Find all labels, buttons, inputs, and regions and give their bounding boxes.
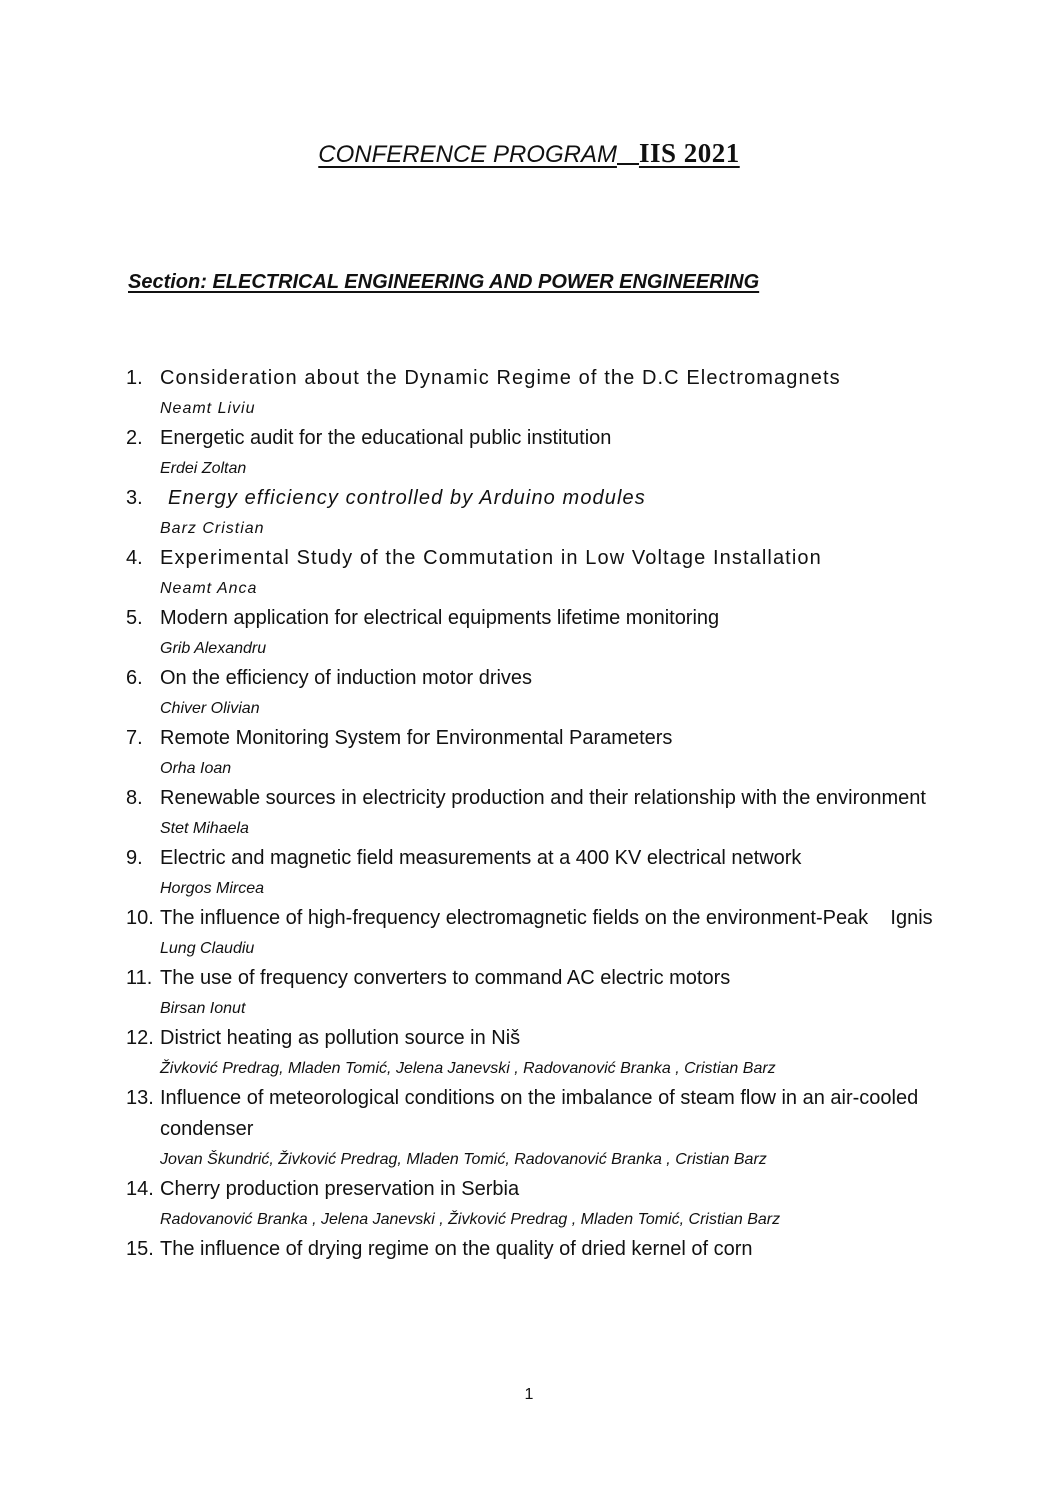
list-item [126,603,946,663]
item-number: 12. [126,1027,154,1049]
item-number: 3. [126,487,143,509]
paper-title: The use of frequency converters to command AC electric motors [160,967,731,989]
paper-title: Renewable sources in electricity production and their relationship with the environment [160,787,926,809]
paper-authors: Neamt Liviu [160,400,256,417]
item-number: 13. [126,1087,154,1109]
paper-authors: Chiver Olivian [160,700,260,717]
paper-authors: Barz Cristian [160,520,265,537]
list-item [126,1023,946,1083]
page-number: 1 [524,1386,534,1403]
item-number: 11. [126,967,153,989]
list-item [126,1083,946,1174]
item-number: 9. [126,847,143,869]
paper-title: District heating as pollution source in Niš [160,1027,521,1049]
paper-title: Modern application for electrical equipments lifetime monitoring [160,607,720,629]
item-number: 15. [126,1238,154,1260]
paper-authors: Jovan Škundrić, Živković Predrag, Mladen Tomić, Radovanović Branka , Cristian Barz [160,1151,767,1168]
list-item [126,963,946,1023]
list-item [126,663,946,723]
list-item [126,1174,946,1234]
paper-title: Cherry production preservation in Serbia [160,1178,520,1200]
list-item [126,783,946,843]
paper-title: On the efficiency of induction motor drives [160,667,533,689]
list-item [126,423,946,483]
item-number: 6. [126,667,143,689]
title-event-name: IIS 2021 [638,138,740,168]
program-list [126,363,946,1265]
item-number: 1. [126,367,143,389]
list-item [126,723,946,783]
paper-title: Electric and magnetic field measurements at a 400 KV electrical network [160,847,802,869]
paper-title: The influence of high-frequency electromagnetic fields on the environment-Peak Ignis [160,907,933,929]
paper-authors: Birsan Ionut [160,1000,246,1017]
list-item [126,483,946,543]
paper-authors: Živković Predrag, Mladen Tomić, Jelena Janevski , Radovanović Branka , Cristian Barz [160,1060,776,1077]
item-number: 7. [126,727,143,749]
paper-authors: Neamt Anca [160,580,258,597]
item-number: 5. [126,607,143,629]
item-number: 8. [126,787,143,809]
paper-authors: Lung Claudiu [160,940,255,957]
list-item [126,543,946,603]
list-item [126,903,946,963]
paper-authors: Radovanović Branka , Jelena Janevski , Živković Predrag , Mladen Tomić, Cristian Barz [160,1211,781,1228]
paper-title: Experimental Study of the Commutation in Low Voltage Installation [160,547,822,569]
paper-authors: Grib Alexandru [160,640,267,657]
document-title [0,136,1058,172]
section-heading: Section: ELECTRICAL ENGINEERING AND POWER ENGINEERING [128,271,760,293]
item-number: 4. [126,547,143,569]
paper-authors: Orha Ioan [160,760,232,777]
item-number: 14. [126,1178,154,1200]
paper-title: Energetic audit for the educational public institution [160,427,612,449]
list-item [126,363,946,423]
paper-title: Energy efficiency controlled by Arduino modules [168,487,646,509]
item-number: 10. [126,907,154,929]
paper-title: Remote Monitoring System for Environmental Parameters [160,727,673,749]
list-item [126,843,946,903]
list-item [126,1234,946,1265]
paper-title: The influence of drying regime on the quality of dried kernel of corn [160,1238,753,1260]
title-conference-program: CONFERENCE PROGRAM [318,141,617,168]
paper-authors: Erdei Zoltan [160,460,247,477]
item-number: 2. [126,427,143,449]
paper-title: Consideration about the Dynamic Regime of the D.C Electromagnets [160,367,841,389]
paper-title: Influence of meteorological conditions on the imbalance of steam flow in an air-cooled condenser [160,1087,919,1140]
title-underline-gap [617,136,639,165]
paper-authors: Horgos Mircea [160,880,265,897]
paper-authors: Stet Mihaela [160,820,249,837]
